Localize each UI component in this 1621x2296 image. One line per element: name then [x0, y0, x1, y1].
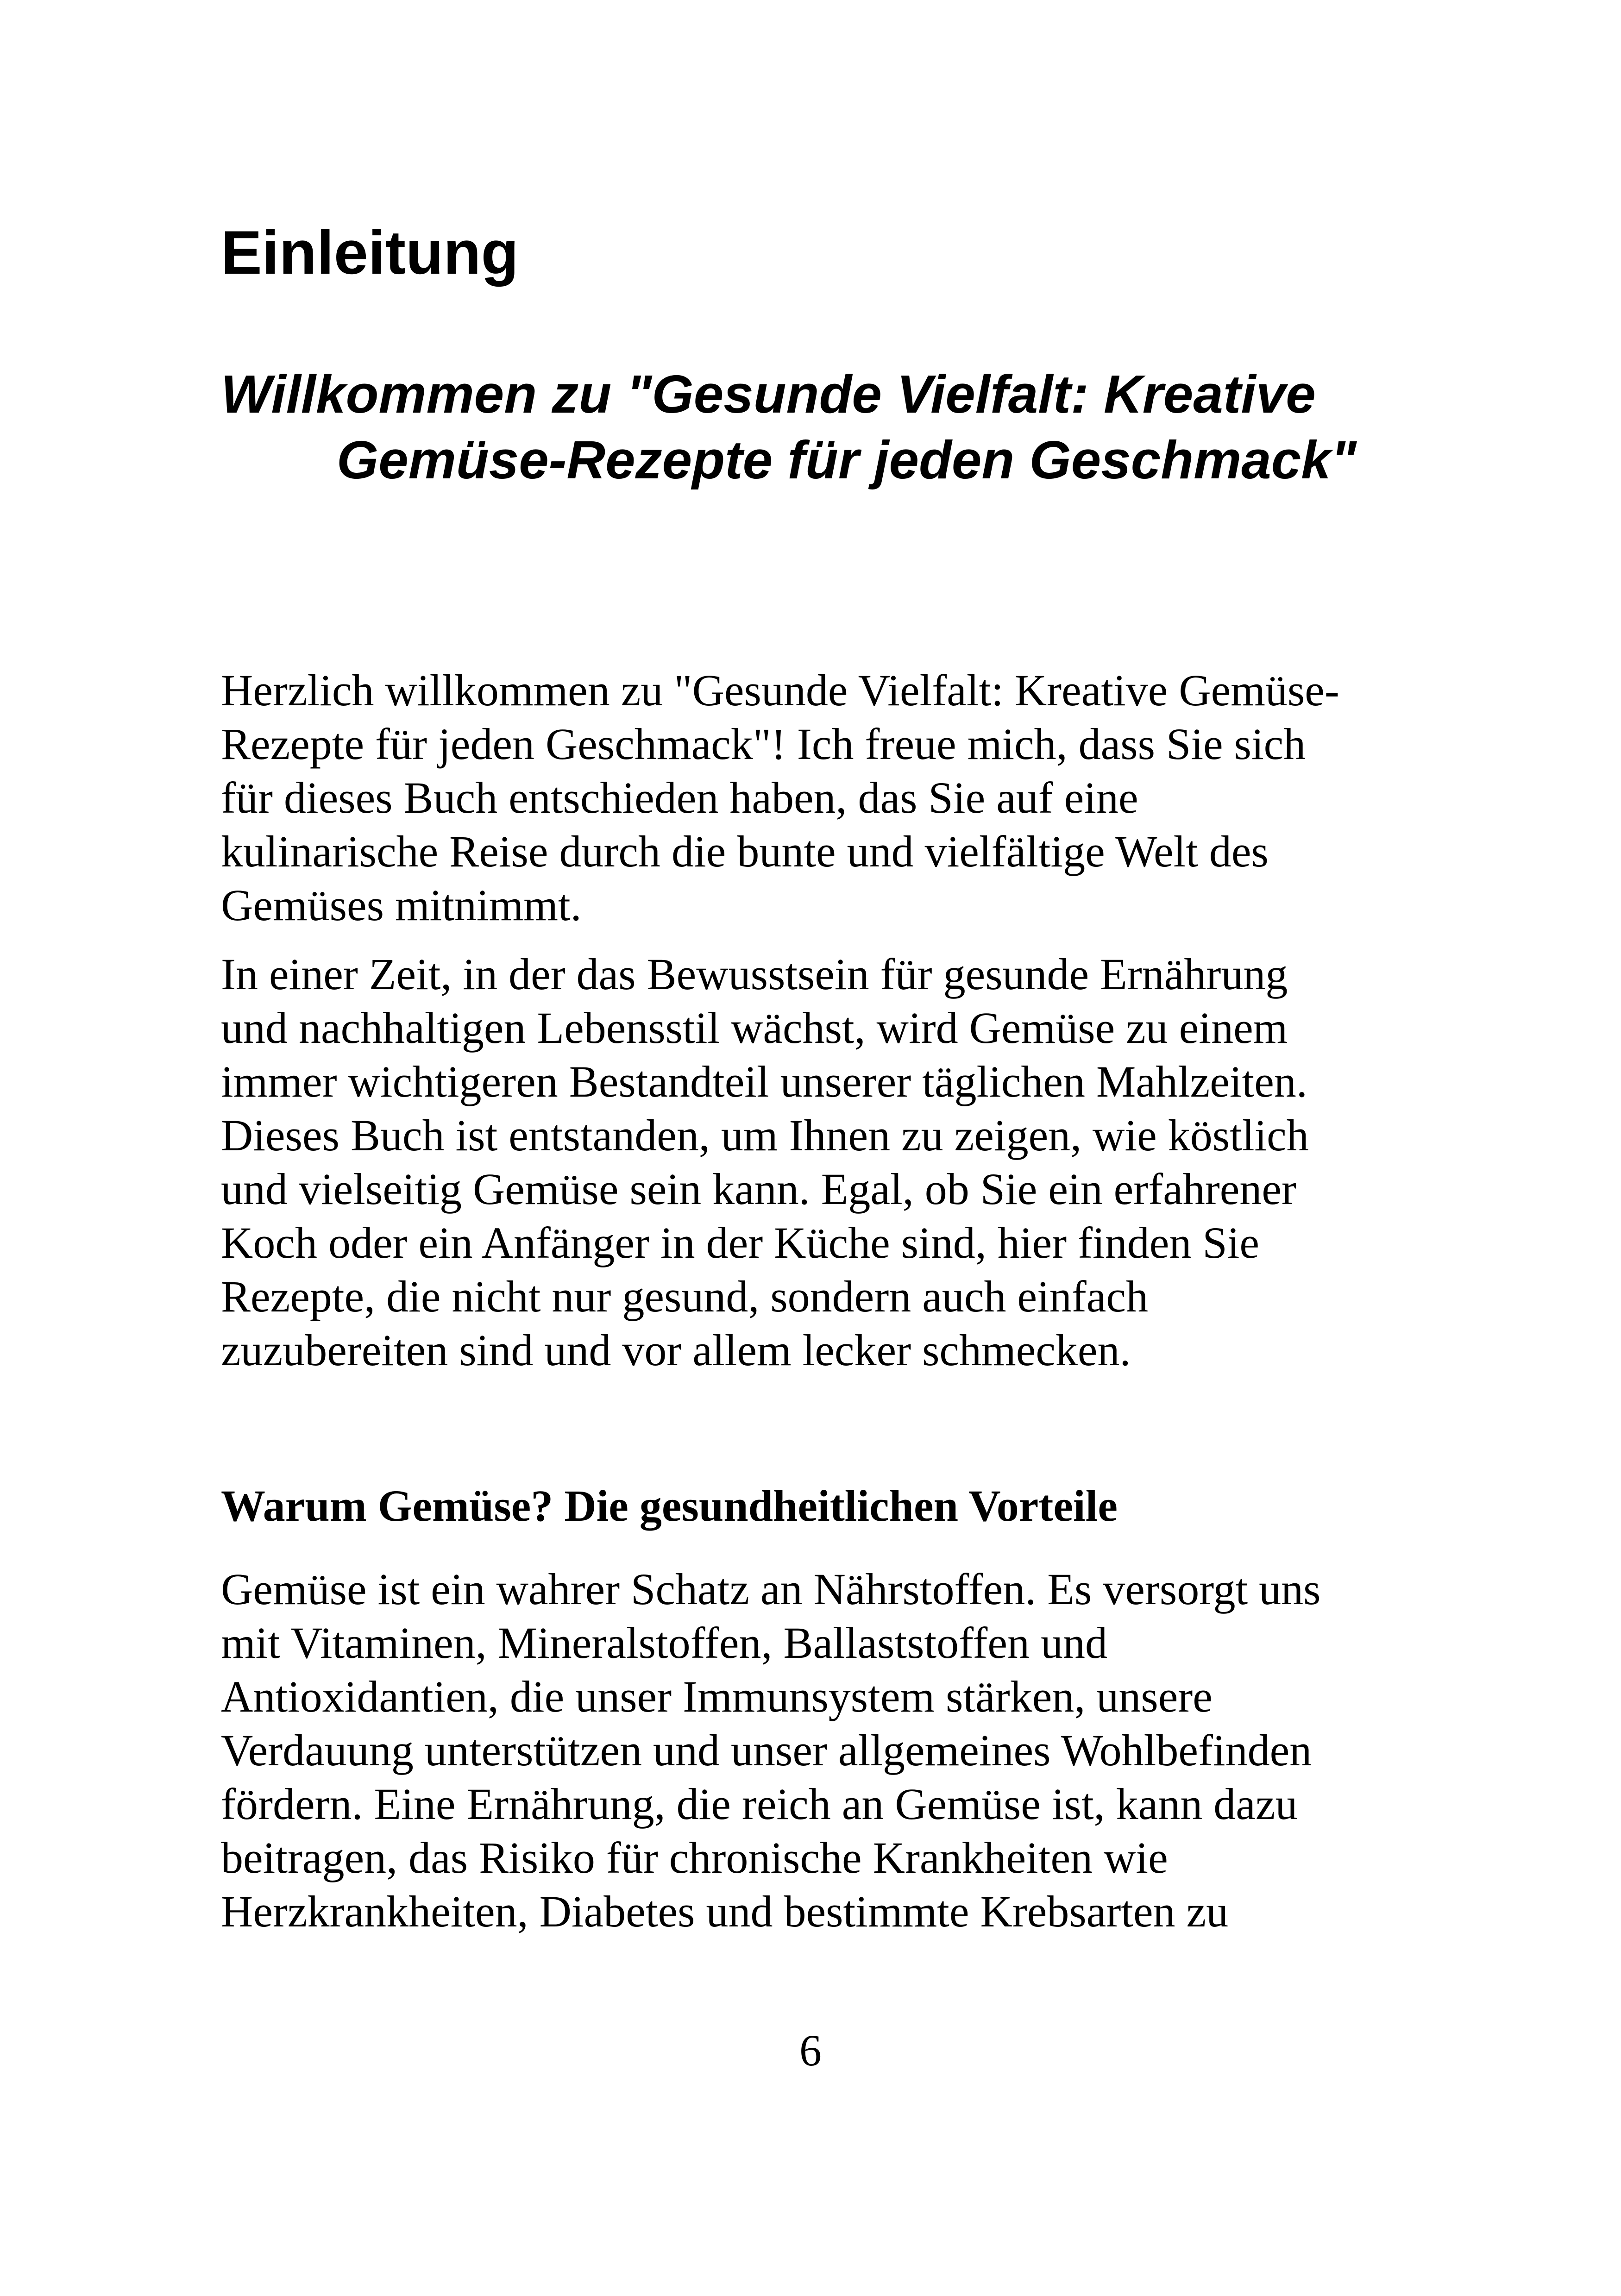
text-line: Antioxidantien, die unser Immunsystem stärken, unsere — [221, 1672, 1213, 1721]
subtitle-line: Gemüse-Rezepte für jeden Geschmack" — [337, 430, 1357, 490]
text-line: und nachhaltigen Lebensstil wächst, wird Gemüse zu einem — [221, 1003, 1288, 1053]
text-line: mit Vitaminen, Mineralstoffen, Ballaststoffen und — [221, 1618, 1107, 1668]
chapter-title: Einleitung — [221, 219, 519, 287]
text-line: Rezepte für jeden Geschmack"! Ich freue mich, dass Sie sich — [221, 719, 1306, 769]
text-line: Rezepte, die nicht nur gesund, sondern auch einfach — [221, 1272, 1148, 1321]
text-line: Verdauung unterstützen und unser allgemeines Wohlbefinden — [221, 1725, 1312, 1775]
context-paragraph — [221, 947, 1407, 1377]
chapter-subtitle — [221, 361, 1357, 493]
text-line: Herzlich willkommen zu "Gesunde Vielfalt: Kreative Gemüse- — [221, 665, 1339, 715]
section-paragraph — [221, 1562, 1407, 1938]
page-number: 6 — [799, 2026, 822, 2075]
text-line: und vielseitig Gemüse sein kann. Egal, ob Sie ein erfahrener — [221, 1164, 1296, 1214]
text-line: fördern. Eine Ernährung, die reich an Gemüse ist, kann dazu — [221, 1779, 1298, 1829]
text-line: Dieses Buch ist entstanden, um Ihnen zu zeigen, wie köstlich — [221, 1110, 1309, 1160]
text-line: Herzkrankheiten, Diabetes und bestimmte Krebsarten zu — [221, 1887, 1229, 1936]
text-line: beitragen, das Risiko für chronische Krankheiten wie — [221, 1833, 1168, 1882]
text-line: kulinarische Reise durch die bunte und vielfältige Welt des — [221, 827, 1269, 876]
text-line: Gemüse ist ein wahrer Schatz an Nährstoffen. Es versorgt uns — [221, 1564, 1321, 1614]
intro-paragraph — [221, 664, 1407, 932]
text-line: In einer Zeit, in der das Bewusstsein für gesunde Ernährung — [221, 949, 1288, 999]
subtitle-line: Willkommen zu "Gesunde Vielfalt: Kreative — [221, 364, 1316, 424]
section-heading: Warum Gemüse? Die gesundheitlichen Vorteile — [221, 1481, 1118, 1531]
text-line: Koch oder ein Anfänger in der Küche sind, hier finden Sie — [221, 1218, 1259, 1267]
text-line: zuzubereiten sind und vor allem lecker schmecken. — [221, 1325, 1131, 1375]
text-line: Gemüses mitnimmt. — [221, 880, 582, 930]
text-line: für dieses Buch entschieden haben, das Sie auf eine — [221, 773, 1138, 822]
text-line: immer wichtigeren Bestandteil unserer täglichen Mahlzeiten. — [221, 1057, 1307, 1106]
